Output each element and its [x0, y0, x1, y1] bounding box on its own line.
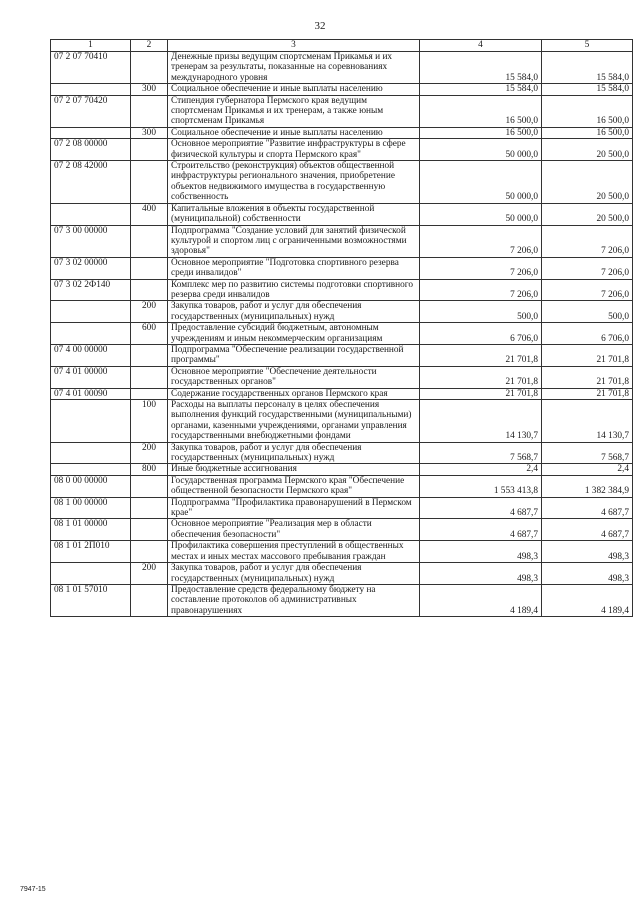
table-row — [51, 323, 633, 345]
row-type-cell: 200 — [131, 563, 168, 585]
row-code-cell: 07 4 01 00090 — [51, 388, 131, 399]
row-value-2-cell: 7 206,0 — [542, 257, 633, 279]
row-name-cell: Комплекс мер по развитию системы подготовки спортивного резерва среди инвалидов — [168, 279, 420, 301]
row-name-cell: Основное мероприятие "Подготовка спортивного резерва среди инвалидов" — [168, 257, 420, 279]
row-value-1-cell: 21 701,8 — [420, 366, 542, 388]
row-value-2-cell: 6 706,0 — [542, 323, 633, 345]
row-code-cell: 08 1 00 00000 — [51, 497, 131, 519]
row-code-cell: 07 2 07 70420 — [51, 95, 131, 127]
row-name-cell: Строительство (реконструкция) объектов общественной инфраструктуры регионального значения, приобретение объектов недвижимого имущества в государственную собственность — [168, 161, 420, 204]
row-type-cell — [131, 139, 168, 161]
row-value-2-cell: 2,4 — [542, 464, 633, 475]
row-code-cell: 07 3 02 00000 — [51, 257, 131, 279]
row-type-cell: 800 — [131, 464, 168, 475]
row-value-2-cell: 498,3 — [542, 563, 633, 585]
row-name-cell: Капитальные вложения в объекты государственной (муниципальной) собственности — [168, 203, 420, 225]
row-type-cell — [131, 52, 168, 84]
row-code-cell — [51, 400, 131, 443]
row-value-1-cell: 21 701,8 — [420, 388, 542, 399]
row-name-cell: Закупка товаров, работ и услуг для обеспечения государственных (муниципальных) нужд — [168, 442, 420, 464]
table-row — [51, 127, 633, 138]
table-row — [51, 519, 633, 541]
row-name-cell: Подпрограмма "Обеспечение реализации государственной программы" — [168, 344, 420, 366]
row-code-cell: 07 2 07 70410 — [51, 52, 131, 84]
row-value-2-cell: 500,0 — [542, 301, 633, 323]
row-name-cell: Социальное обеспечение и иные выплаты населению — [168, 127, 420, 138]
table-row — [51, 563, 633, 585]
row-code-cell: 08 1 01 2П010 — [51, 541, 131, 563]
row-type-cell — [131, 519, 168, 541]
row-value-1-cell: 50 000,0 — [420, 203, 542, 225]
row-code-cell: 07 4 00 00000 — [51, 344, 131, 366]
column-header-4: 4 — [420, 40, 542, 52]
row-type-cell — [131, 257, 168, 279]
row-value-1-cell: 15 584,0 — [420, 52, 542, 84]
row-value-1-cell: 50 000,0 — [420, 161, 542, 204]
row-value-1-cell: 4 687,7 — [420, 519, 542, 541]
row-name-cell: Основное мероприятие "Развитие инфраструктуры в сфере физической культуры и спорта Пермского края" — [168, 139, 420, 161]
row-value-2-cell: 4 687,7 — [542, 497, 633, 519]
row-type-cell — [131, 225, 168, 257]
table-row — [51, 400, 633, 443]
row-value-1-cell: 7 206,0 — [420, 279, 542, 301]
page-number: 32 — [314, 20, 326, 32]
row-name-cell: Закупка товаров, работ и услуг для обеспечения государственных (муниципальных) нужд — [168, 563, 420, 585]
row-name-cell: Содержание государственных органов Пермского края — [168, 388, 420, 399]
table-row — [51, 95, 633, 127]
row-code-cell: 08 1 01 57010 — [51, 584, 131, 616]
row-type-cell: 300 — [131, 127, 168, 138]
table-row — [51, 279, 633, 301]
row-code-cell — [51, 127, 131, 138]
table-row — [51, 139, 633, 161]
row-value-1-cell: 14 130,7 — [420, 400, 542, 443]
row-value-1-cell: 16 500,0 — [420, 95, 542, 127]
row-name-cell: Государственная программа Пермского края "Обеспечение общественной безопасности Пермского края" — [168, 475, 420, 497]
row-type-cell: 100 — [131, 400, 168, 443]
table-row — [51, 464, 633, 475]
row-code-cell — [51, 323, 131, 345]
row-value-1-cell: 2,4 — [420, 464, 542, 475]
row-value-1-cell: 50 000,0 — [420, 139, 542, 161]
table-row — [51, 257, 633, 279]
row-code-cell: 07 3 02 2Ф140 — [51, 279, 131, 301]
row-value-1-cell: 6 706,0 — [420, 323, 542, 345]
table-row — [51, 203, 633, 225]
row-value-2-cell: 21 701,8 — [542, 344, 633, 366]
row-name-cell: Основное мероприятие "Реализация мер в области обеспечения безопасности" — [168, 519, 420, 541]
row-name-cell: Социальное обеспечение и иные выплаты населению — [168, 84, 420, 95]
column-header-5: 5 — [542, 40, 633, 52]
row-name-cell: Подпрограмма "Профилактика правонарушений в Пермском крае" — [168, 497, 420, 519]
table-row — [51, 52, 633, 84]
row-code-cell — [51, 442, 131, 464]
table-row — [51, 301, 633, 323]
header-row — [51, 40, 633, 52]
row-value-2-cell: 4 189,4 — [542, 584, 633, 616]
row-type-cell — [131, 475, 168, 497]
row-value-2-cell: 16 500,0 — [542, 127, 633, 138]
row-value-1-cell: 21 701,8 — [420, 344, 542, 366]
row-type-cell — [131, 497, 168, 519]
row-value-2-cell: 16 500,0 — [542, 95, 633, 127]
table-body — [51, 52, 633, 617]
row-type-cell — [131, 344, 168, 366]
row-name-cell: Стипендия губернатора Пермского края ведущим спортсменам Прикамья и их тренерам, а также юным спортсменам Прикамья — [168, 95, 420, 127]
row-value-1-cell: 7 206,0 — [420, 225, 542, 257]
row-type-cell — [131, 541, 168, 563]
row-code-cell: 08 0 00 00000 — [51, 475, 131, 497]
row-code-cell: 07 2 08 00000 — [51, 139, 131, 161]
row-type-cell — [131, 279, 168, 301]
row-name-cell: Предоставление субсидий бюджетным, автономным учреждениям и иным некоммерческим организациям — [168, 323, 420, 345]
row-code-cell — [51, 563, 131, 585]
row-name-cell: Предоставление средств федеральному бюджету на составление протоколов об административных правонарушениях — [168, 584, 420, 616]
table-row — [51, 388, 633, 399]
row-value-1-cell: 4 687,7 — [420, 497, 542, 519]
table-row — [51, 366, 633, 388]
row-type-cell — [131, 161, 168, 204]
row-value-1-cell: 498,3 — [420, 563, 542, 585]
row-name-cell: Расходы на выплаты персоналу в целях обеспечения выполнения функций государственными (муниципальными) органами, казенными учреждениями, органами управления государственными внебюджетными фондами — [168, 400, 420, 443]
table-row — [51, 584, 633, 616]
row-code-cell: 08 1 01 00000 — [51, 519, 131, 541]
row-value-2-cell: 20 500,0 — [542, 139, 633, 161]
table-row — [51, 84, 633, 95]
row-name-cell: Основное мероприятие "Обеспечение деятельности государственных органов" — [168, 366, 420, 388]
row-value-2-cell: 7 206,0 — [542, 225, 633, 257]
table-row — [51, 475, 633, 497]
row-code-cell: 07 2 08 42000 — [51, 161, 131, 204]
table-row — [51, 225, 633, 257]
row-name-cell: Подпрограмма "Создание условий для занятий физической культурой и спортом лиц с ограниченными возможностями здоровья" — [168, 225, 420, 257]
row-value-1-cell: 15 584,0 — [420, 84, 542, 95]
row-value-2-cell: 14 130,7 — [542, 400, 633, 443]
row-value-1-cell: 500,0 — [420, 301, 542, 323]
row-value-2-cell: 15 584,0 — [542, 84, 633, 95]
row-type-cell: 300 — [131, 84, 168, 95]
row-value-1-cell: 498,3 — [420, 541, 542, 563]
row-type-cell: 200 — [131, 301, 168, 323]
column-header-2: 2 — [131, 40, 168, 52]
row-value-2-cell: 7 206,0 — [542, 279, 633, 301]
row-code-cell — [51, 203, 131, 225]
table-row — [51, 161, 633, 204]
row-value-2-cell: 7 568,7 — [542, 442, 633, 464]
row-code-cell — [51, 464, 131, 475]
row-code-cell: 07 4 01 00000 — [51, 366, 131, 388]
row-type-cell — [131, 366, 168, 388]
row-value-2-cell: 20 500,0 — [542, 203, 633, 225]
row-name-cell: Денежные призы ведущим спортсменам Прикамья и их тренерам за результаты, показанные на соревнованиях международного уровня — [168, 52, 420, 84]
row-value-2-cell: 21 701,8 — [542, 366, 633, 388]
row-type-cell: 200 — [131, 442, 168, 464]
row-value-2-cell: 4 687,7 — [542, 519, 633, 541]
row-value-1-cell: 16 500,0 — [420, 127, 542, 138]
row-type-cell: 600 — [131, 323, 168, 345]
row-type-cell — [131, 388, 168, 399]
table-row — [51, 497, 633, 519]
row-name-cell: Закупка товаров, работ и услуг для обеспечения государственных (муниципальных) нужд — [168, 301, 420, 323]
row-code-cell — [51, 84, 131, 95]
row-type-cell — [131, 584, 168, 616]
budget-table — [50, 39, 633, 617]
column-header-1: 1 — [51, 40, 131, 52]
row-type-cell: 400 — [131, 203, 168, 225]
table-row — [51, 344, 633, 366]
row-name-cell: Профилактика совершения преступлений в общественных местах и иных местах массового пребывания граждан — [168, 541, 420, 563]
row-value-1-cell: 7 206,0 — [420, 257, 542, 279]
row-value-2-cell: 498,3 — [542, 541, 633, 563]
row-type-cell — [131, 95, 168, 127]
row-value-1-cell: 4 189,4 — [420, 584, 542, 616]
row-name-cell: Иные бюджетные ассигнования — [168, 464, 420, 475]
row-value-2-cell: 15 584,0 — [542, 52, 633, 84]
row-value-1-cell: 1 553 413,8 — [420, 475, 542, 497]
column-header-3: 3 — [168, 40, 420, 52]
table-row — [51, 541, 633, 563]
row-code-cell — [51, 301, 131, 323]
document-footer-code: 7947-15 — [20, 886, 46, 893]
row-value-2-cell: 20 500,0 — [542, 161, 633, 204]
row-value-1-cell: 7 568,7 — [420, 442, 542, 464]
row-value-2-cell: 21 701,8 — [542, 388, 633, 399]
row-code-cell: 07 3 00 00000 — [51, 225, 131, 257]
table-row — [51, 442, 633, 464]
row-value-2-cell: 1 382 384,9 — [542, 475, 633, 497]
